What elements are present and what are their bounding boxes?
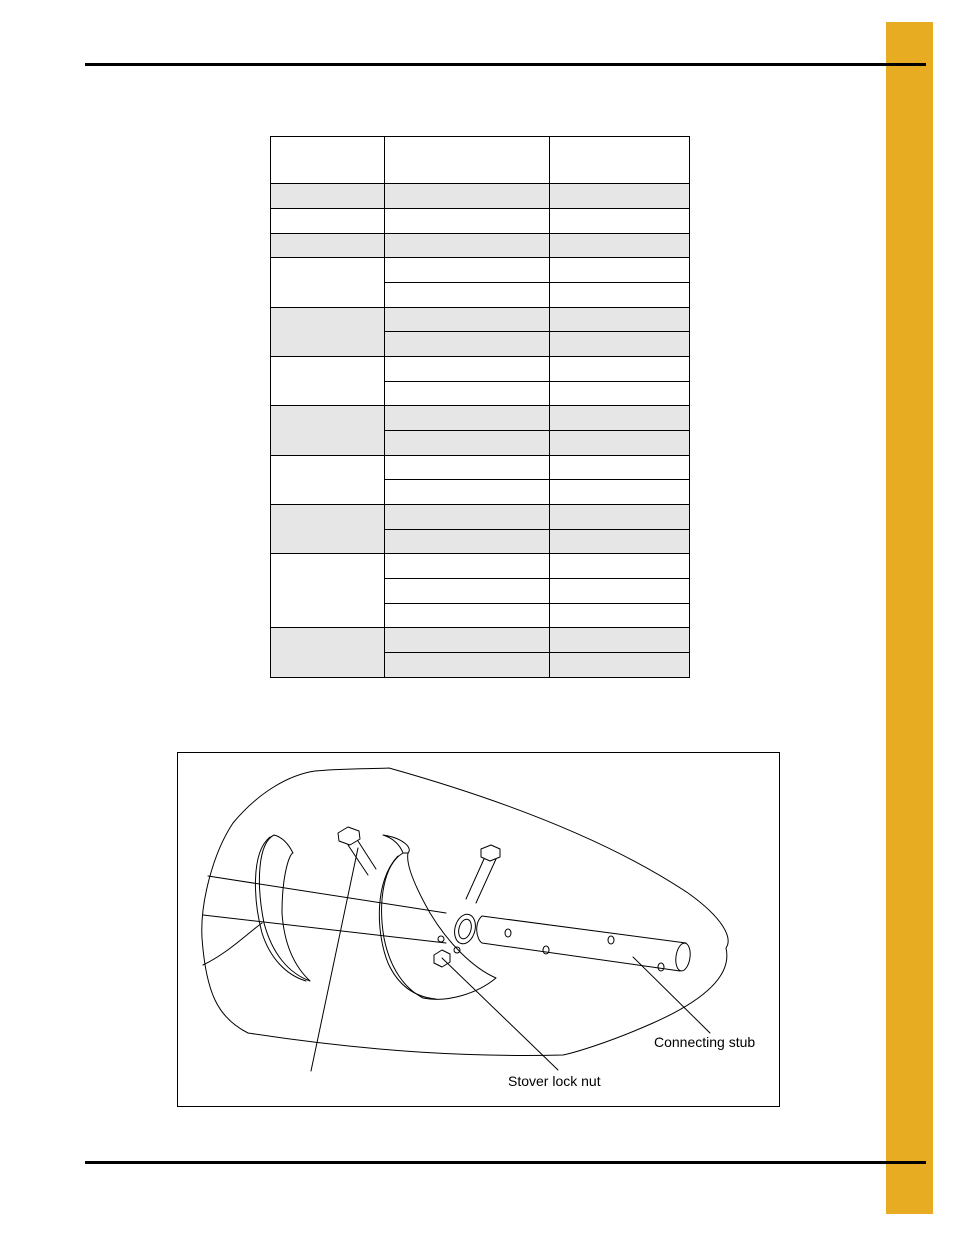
table-cell: [385, 505, 550, 530]
table-cell: [550, 332, 690, 357]
collar-ring: [451, 912, 478, 946]
table-group-cell: [271, 258, 385, 307]
table-cell: [550, 529, 690, 554]
table-cell: [385, 233, 550, 258]
table-cell: [271, 208, 385, 233]
table-row: [271, 406, 690, 431]
auger-tube-top: [208, 876, 446, 913]
bolt-left-shank: [348, 841, 376, 875]
table-cell: [385, 406, 550, 431]
auger-drawing: [178, 753, 779, 1106]
table-cell: [550, 406, 690, 431]
table-header-cell: [385, 137, 550, 184]
table-cell: [385, 184, 550, 209]
table-cell: [385, 258, 550, 283]
callout-connecting-stub: Connecting stub: [654, 1034, 756, 1050]
chapter-side-tab: [886, 22, 933, 1214]
table-cell: [550, 480, 690, 505]
tube-hole: [438, 936, 444, 942]
stub-end: [674, 942, 692, 972]
table-row: [271, 184, 690, 209]
auger-tube-bottom: [203, 915, 446, 943]
table-cell: [385, 282, 550, 307]
table-cell: [385, 357, 550, 382]
table-row: [271, 233, 690, 258]
table-row: [271, 307, 690, 332]
table-cell: [385, 628, 550, 653]
table-cell: [385, 529, 550, 554]
table-row: [271, 258, 690, 283]
table-cell: [385, 381, 550, 406]
auger-assembly-figure: [177, 752, 780, 1107]
callout-stover-lock-nut: Stover lock nut: [508, 1073, 601, 1089]
table-cell: [550, 184, 690, 209]
table-group-cell: [271, 505, 385, 554]
table-cell: [550, 233, 690, 258]
table-group-cell: [271, 455, 385, 504]
table-cell: [385, 554, 550, 579]
table-cell: [550, 554, 690, 579]
collar-ring-inner: [457, 918, 474, 940]
right-flight: [382, 853, 496, 999]
table-cell: [385, 653, 550, 678]
stub-hole: [543, 946, 549, 954]
table-cell: [385, 579, 550, 604]
table-cell: [385, 332, 550, 357]
table-row: [271, 208, 690, 233]
housing-outline: [202, 768, 728, 1055]
leader-bolt: [311, 848, 358, 1071]
table-cell: [550, 381, 690, 406]
table-row: [271, 628, 690, 653]
table-cell: [550, 208, 690, 233]
table-cell: [550, 579, 690, 604]
table-group-cell: [271, 307, 385, 356]
table-cell: [550, 603, 690, 628]
table-group-cell: [271, 357, 385, 406]
table-cell: [550, 455, 690, 480]
table-cell: [385, 307, 550, 332]
table-row: [271, 357, 690, 382]
right-flight-edge: [379, 856, 436, 999]
stub-hole: [505, 929, 511, 937]
stub-start: [477, 916, 482, 943]
stub-top: [482, 916, 686, 943]
table-cell: [550, 258, 690, 283]
bolt-left-head: [338, 827, 360, 845]
table-cell: [550, 431, 690, 456]
table-cell: [385, 603, 550, 628]
table-cell: [550, 628, 690, 653]
table-cell: [550, 357, 690, 382]
table-cell: [550, 653, 690, 678]
header-rule: [85, 63, 926, 66]
table-cell: [550, 282, 690, 307]
left-flight: [259, 835, 310, 981]
stub-hole: [608, 936, 614, 944]
table-cell: [271, 184, 385, 209]
table-group-cell: [271, 628, 385, 678]
footer-rule: [85, 1161, 926, 1164]
table-header-row: [271, 137, 690, 184]
table-row: [271, 455, 690, 480]
left-flight-lower: [203, 923, 262, 965]
stub-bottom: [482, 943, 680, 971]
table-header-cell: [271, 137, 385, 184]
table-cell: [550, 307, 690, 332]
table-cell: [385, 208, 550, 233]
table-cell: [385, 455, 550, 480]
stub-hole: [658, 963, 664, 971]
table-cell: [385, 480, 550, 505]
table-cell: [271, 233, 385, 258]
table-row: [271, 505, 690, 530]
table-row: [271, 554, 690, 579]
table-header-cell: [550, 137, 690, 184]
table-cell: [550, 505, 690, 530]
table-group-cell: [271, 554, 385, 628]
right-flight-curl: [383, 835, 409, 853]
leader-nut: [442, 958, 558, 1070]
leader-stub: [633, 957, 710, 1033]
table-cell: [385, 431, 550, 456]
tube-hole: [454, 947, 460, 953]
spec-table: [270, 136, 690, 678]
table-group-cell: [271, 406, 385, 455]
bolt-right-shank: [466, 859, 496, 903]
